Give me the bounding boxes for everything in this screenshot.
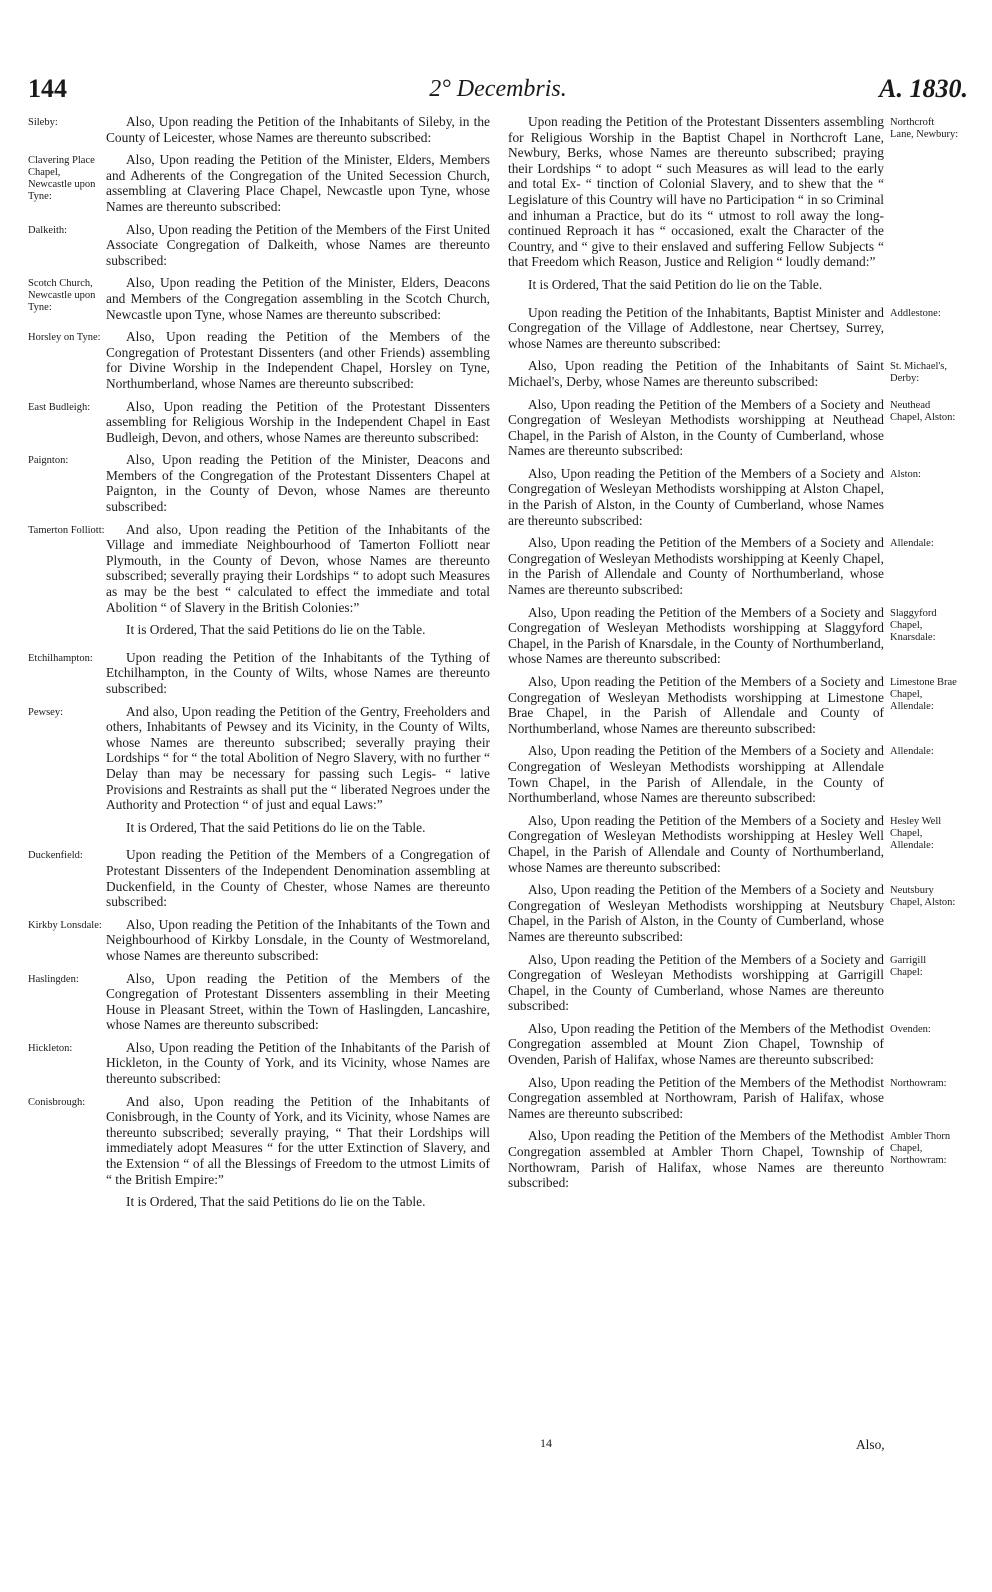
order-note: It is Ordered, That the said Petitions do lie on the Table. [126, 819, 426, 835]
petition-text: Also, Upon reading the Petition of the Protestant Dissenters assembling for Religious Worship in the Independent Chapel in East Budleigh, Devon, and others, whose Names are thereunto subscribed: [106, 398, 490, 445]
petition-entry [508, 813, 960, 875]
page-header [28, 74, 968, 108]
marginal-note: Slaggyford Chapel, Knarsdale: [890, 607, 937, 643]
petition-entry [28, 847, 490, 909]
petition-entry [508, 535, 960, 597]
petition-text: And also, Upon reading the Petition of the Gentry, Freeholders and others, Inhabitants of Pewsey and its Vicinity, in the County of Wilts, whose Names are thereunto subscribed; severally praying their Lordships “ for “ the total Abolition of Negro Slavery, with no further “ Delay than may be necessary for passing such Legis- “ lative Provisions and Restraints as shall put the “ liberated Negroes under the Authority and Protection “ of just and equal Laws:” [106, 703, 490, 813]
petition-text: Also, Upon reading the Petition of the Inhabitants of Sileby, in the County of Leicester, whose Names are thereunto subscribed: [106, 114, 490, 145]
marginal-note: Neutsbury Chapel, Alston: [890, 885, 956, 909]
marginal-note: East Budleigh: [28, 401, 91, 413]
petition-text: Upon reading the Petition of the Inhabitants of the Tything of Etchilhampton, in the County of Wilts, whose Names are thereunto subscribed: [106, 649, 490, 696]
petition-entry [508, 605, 960, 667]
petition-text: Also, Upon reading the Petition of the Members of a Society and Congregation of Wesleyan Methodists worshipping at Limestone Brae Chapel, in the Parish of Allendale and County of Northumberland, whose Names are thereunto subscribed: [508, 674, 884, 736]
marginal-note: Horsley on Tyne: [28, 332, 101, 344]
page-number: 144 [28, 74, 67, 103]
marginal-note: Clavering Place Chapel, Newcastle upon Tyne: [28, 155, 96, 203]
marginal-note: Hickleton: [28, 1042, 73, 1054]
petition-entry [508, 743, 960, 805]
left-column [28, 114, 490, 1222]
petition-text: And also, Upon reading the Petition of the Inhabitants of Conisbrough, in the County of York, and its Vicinity, whose Names are thereunto subscribed; severally praying, “ That their Lordships will immediately adopt Measures “ for the utter Extinction of Slavery, and the Extension “ of all the Blessings of Freedom to the utmost Limits of “ the British Empire:” [106, 1093, 490, 1187]
marginal-note: Addlestone: [890, 307, 941, 319]
marginal-note: Haslingden: [28, 973, 79, 985]
marginal-note: Northowram: [890, 1077, 947, 1089]
order-note: It is Ordered, That the said Petitions do lie on the Table. [126, 622, 426, 638]
petition-text: Also, Upon reading the Petition of the Members of a Society and Congregation of Wesleyan Methodists worshipping at Alston Chapel, in the Parish of Alston, in the County of Cumberland, whose Names are thereunto subscribed: [508, 465, 884, 528]
petition-text: Upon reading the Petition of the Protestant Dissenters assembling for Religious Worship in the Baptist Chapel in Northcroft Lane, Newbury, Berks, whose Names are thereunto subscribed; praying their Lordships “ to adopt “ such Measures as will lead to the early and total Ex- “ tinction of Colonial Slavery, and to shew that the “ Legislature of this Country will have no Participation “ in so Criminal and inhuman a Practice, but do its “ utmost to roll away the long-continued Reproach it has “ occasioned, exalt the Character of the Country, and “ give to their enslaved and suffering Fellow Subjects “ that Freedom which Reason, Justice and Religion “ loudly demand:” [508, 114, 884, 270]
petition-entry [508, 1075, 960, 1122]
marginal-note: Duckenfield: [28, 850, 83, 862]
petition-text: Also, Upon reading the Petition of the Members of the Methodist Congregation assembled at Mount Zion Chapel, Township of Ovenden, Parish of Halifax, whose Names are thereunto subscribed: [508, 1020, 884, 1068]
marginal-note: Northcroft Lane, Newbury: [890, 117, 959, 140]
petition-entry [28, 114, 490, 145]
petition-entry [28, 222, 490, 269]
petition-entry [508, 1021, 960, 1068]
petition-entry [28, 522, 490, 616]
petition-text: Also, Upon reading the Petition of the Inhabitants of Saint Michael's, Derby, whose Names are thereunto subscribed: [508, 358, 884, 389]
petition-text: Also, Upon reading the Petition of the Members of the First United Associate Congregation of Dalkeith, whose Names are thereunto subscribed: [106, 221, 490, 268]
petition-entry [28, 704, 490, 813]
running-title: 2° Decembris. [429, 76, 567, 102]
petition-entry [28, 275, 490, 322]
petition-text: Also, Upon reading the Petition of the Members of a Society and Congregation of Wesleyan Methodists worshipping at Neutsbury Chapel, in the Parish of Alston, in the County of Cumberland, whose Names are thereunto subscribed: [508, 882, 884, 944]
petition-text: Upon reading the Petition of the Inhabitants, Baptist Minister and Congregation of the Village of Addlestone, near Chertsey, Surrey, whose Names are thereunto subscribed: [508, 304, 884, 351]
petition-entry [28, 971, 490, 1033]
petition-entry [508, 397, 960, 459]
right-column [508, 114, 960, 1198]
marginal-note: Sileby: [28, 117, 58, 128]
marginal-note: Etchilhampton: [28, 652, 93, 664]
petition-entry [508, 1128, 960, 1190]
petition-entry [28, 399, 490, 446]
petition-text: Also, Upon reading the Petition of the Members of a Society and Congregation of Wesleyan Methodists worshipping at Slaggyford Chapel, in the Parish of Knarsdale, in the County of Northumberland, whose Names are thereunto subscribed: [508, 604, 884, 667]
petition-text: Also, Upon reading the Petition of the Members of a Society and Congregation of Wesleyan Methodists worshipping at Garrigill Chapel, in the County of Cumberland, whose Names are thereunto subscribed: [508, 951, 884, 1014]
petition-text: Upon reading the Petition of the Members of a Congregation of Protestant Dissenters of the Independent Denomination assembling at Duckenfield, in the County of Chester, whose Names are thereunto subscribed: [106, 847, 490, 910]
petition-text: Also, Upon reading the Petition of the Minister, Elders, Deacons and Members of the Congregation assembling in the Scotch Church, Newcastle upon Tyne, whose Names are thereunto subscribed: [106, 275, 490, 322]
catchword: Also, [856, 1437, 885, 1452]
marginal-note: Limestone Brae Chapel, Allendale: [890, 677, 957, 712]
marginal-note: Pewsey: [28, 706, 63, 718]
petition-text: Also, Upon reading the Petition of the Members of the Methodist Congregation assembled at Northowram, Parish of Halifax, whose Names are thereunto subscribed: [508, 1074, 884, 1121]
order-note: It is Ordered, That the said Petition do lie on the Table. [528, 276, 823, 292]
petition-entry [28, 1040, 490, 1087]
marginal-note: Garrigill Chapel: [890, 954, 927, 978]
petition-entry [508, 305, 960, 352]
marginal-note: Kirkby Lonsdale: [28, 919, 102, 931]
petition-text: Also, Upon reading the Petition of the Members of a Society and Congregation of Wesleyan Methodists worshipping at Keenly Chapel, in the Parish of Allendale and County of Northumberland, whose Names are thereunto subscribed: [508, 535, 884, 598]
signature-mark: 14 [540, 1436, 552, 1450]
marginal-note: Scotch Church, Newcastle upon Tyne: [28, 278, 96, 314]
marginal-note: Paignton: [28, 455, 69, 467]
marginal-note: Allendale: [890, 538, 934, 550]
petition-entry [508, 952, 960, 1014]
petition-text: Also, Upon reading the Petition of the Inhabitants of the Town and Neighbourhood of Kirkby Lonsdale, in the County of Westmoreland, whose Names are thereunto subscribed: [106, 916, 490, 963]
marginal-note: Tamerton Folliott: [28, 524, 105, 536]
petition-text: Also, Upon reading the Petition of the Inhabitants of the Parish of Hickleton, in the County of York, and its Vicinity, whose Names are thereunto subscribed: [106, 1039, 490, 1087]
petition-text: Also, Upon reading the Petition of the Members of a Society and Congregation of Wesleyan Methodists worshipping at Allendale Town Chapel, in the Parish of Allendale, in the County of Northumberland, whose Names are thereunto subscribed: [508, 743, 884, 806]
petition-entry [508, 358, 960, 389]
marginal-note: Neuthead Chapel, Alston: [890, 399, 956, 423]
marginal-note: Ovenden: [890, 1023, 931, 1035]
year-heading: A. 1830. [879, 74, 968, 103]
petition-text: Also, Upon reading the Petition of the Minister, Deacons and Members of the Congregation of the Protestant Dissenters Chapel at Paignton, in the County of Devon, whose Names are thereunto subscribed: [106, 452, 490, 515]
petition-entry [508, 674, 960, 736]
petition-text: Also, Upon reading the Petition of the Members of a Society and Congregation of Wesleyan Methodists worshipping at Hesley Well Chapel, in the Parish of Allendale and County of Northumberland, whose Names are thereunto subscribed: [508, 812, 884, 875]
marginal-note: Alston: [890, 468, 921, 480]
petition-entry [508, 882, 960, 944]
order-note: It is Ordered, That the said Petitions do lie on the Table. [126, 1194, 426, 1210]
petition-entry [508, 114, 960, 270]
marginal-note: Allendale: [890, 746, 934, 758]
petition-entry [28, 1094, 490, 1188]
marginal-note: Dalkeith: [28, 224, 68, 236]
petition-entry [28, 650, 490, 697]
petition-text: Also, Upon reading the Petition of the Members of a Society and Congregation of Wesleyan Methodists worshipping at Neuthead Chapel, in the Parish of Alston, in the County of Cumberland, whose Names are thereunto subscribed: [508, 396, 884, 459]
petition-text: Also, Upon reading the Petition of the Members of the Methodist Congregation assembled at Ambler Thorn Chapel, Township of Northowram, Parish of Halifax, whose Names are thereunto subscribed: [508, 1128, 884, 1191]
petition-text: And also, Upon reading the Petition of the Inhabitants of the Village and immediate Neighbourhood of Tamerton Folliott near Plymouth, in the County of Devon, whose Names are thereunto subscribed; severally praying their Lordships “ to adopt such Measures as may be the best “ calculated to effect the immediate and total Abolition “ of Slavery in the British Colonies:” [106, 521, 490, 615]
petition-text: Also, Upon reading the Petition of the Minister, Elders, Members and Adherents of the Congregation of the United Secession Church, assembling at Clavering Place Chapel, Newcastle upon Tyne, whose Names are thereunto subscribed: [106, 152, 490, 214]
petition-text: Also, Upon reading the Petition of the Members of the Congregation of Protestant Dissenters (and other Friends) assembling for Divine Worship in the Independent Chapel, Horsley on Tyne, Northumberland, whose Names are thereunto subscribed: [106, 329, 490, 391]
petition-entry [28, 917, 490, 964]
marginal-note: Conisbrough: [28, 1096, 86, 1108]
petition-text: Also, Upon reading the Petition of the Members of the Congregation of Protestant Dissenters assembling in their Meeting House in Pleasant Street, within the Town of Haslingden, Lancashire, whose Names are thereunto subscribed: [106, 970, 490, 1033]
petition-entry [28, 452, 490, 514]
petition-entry [508, 466, 960, 528]
petition-entry [28, 152, 490, 214]
marginal-note: Hesley Well Chapel, Allendale: [890, 815, 942, 851]
marginal-note: Ambler Thorn Chapel, Northowram: [890, 1131, 951, 1167]
marginal-note: St. Michael's, Derby: [890, 361, 948, 385]
petition-entry [28, 329, 490, 391]
